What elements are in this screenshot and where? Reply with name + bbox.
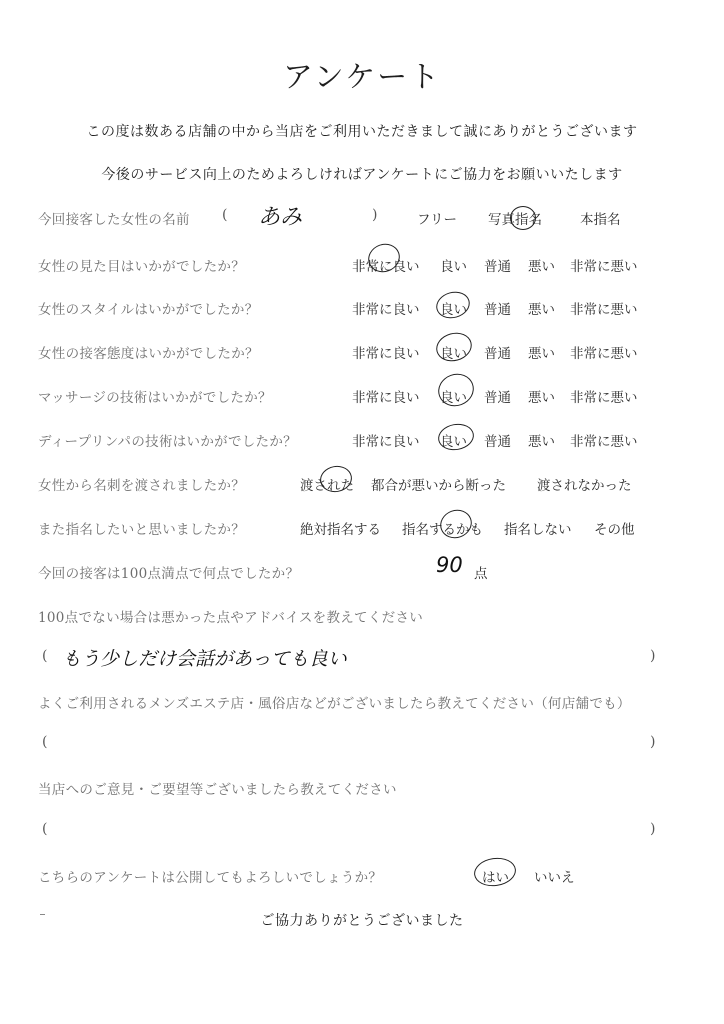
opinions-open-paren: ( xyxy=(42,821,48,837)
rating2-good: 良い xyxy=(440,302,467,318)
question-attitude: 女性の接客態度はいかがでしたか？ xyxy=(38,346,259,362)
question-business-card: 女性から名刺を渡されましたか？ xyxy=(38,478,245,494)
closing-message: ご協力ありがとうございました xyxy=(260,913,464,929)
rating3-very-bad: 非常に悪い xyxy=(570,346,638,362)
rating2-normal: 普通 xyxy=(484,302,511,318)
rating3-normal: 普通 xyxy=(484,346,511,362)
option-free: フリー xyxy=(417,212,457,228)
rating5-very-bad: 非常に悪い xyxy=(570,434,638,450)
question-style: 女性のスタイルはいかがでしたか？ xyxy=(38,302,259,318)
score-unit: 点 xyxy=(474,566,488,582)
rating4-normal: 普通 xyxy=(484,390,511,406)
question-publish: こちらのアンケートは公開してもよろしいでしょうか？ xyxy=(38,870,383,886)
selected-circle-yes xyxy=(472,855,517,889)
name-close-paren: ) xyxy=(372,207,378,223)
rating4-very-bad: 非常に悪い xyxy=(570,390,638,406)
question-score: 今回の接客は100点満点で何点でしたか？ xyxy=(38,566,300,582)
question-lymph-skill: ディープリンパの技術はいかがでしたか？ xyxy=(38,434,297,450)
handwritten-advice: もう少しだけ会話があっても良い xyxy=(62,648,347,670)
option-card-not-given: 渡されなかった xyxy=(537,478,632,494)
opinions-close-paren: ) xyxy=(650,821,656,837)
rating5-good: 良い xyxy=(440,434,467,450)
rating2-very-bad: 非常に悪い xyxy=(570,302,638,318)
option-photo-nomination: 写真指名 xyxy=(488,212,542,228)
rating3-bad: 悪い xyxy=(528,346,555,362)
rating5-very-good: 非常に良い xyxy=(352,434,420,450)
option-no: いいえ xyxy=(534,870,575,886)
rating2-very-good: 非常に良い xyxy=(352,302,420,318)
option-yes: はい xyxy=(482,870,509,886)
rating1-bad: 悪い xyxy=(528,259,555,275)
rating1-very-bad: 非常に悪い xyxy=(570,259,638,275)
selected-circle-photo-nomination xyxy=(510,206,536,230)
survey-title: アンケート xyxy=(282,60,442,95)
rating4-bad: 悪い xyxy=(528,390,555,406)
intro-line-1: この度は数ある店舗の中から当店をご利用いただきまして誠にありがとうございます xyxy=(86,124,638,140)
rating1-normal: 普通 xyxy=(484,259,511,275)
question-renominate: また指名したいと思いましたか？ xyxy=(38,522,245,538)
question-appearance: 女性の見た目はいかがでしたか？ xyxy=(38,259,245,275)
rating3-good: 良い xyxy=(440,346,467,362)
name-open-paren: ( xyxy=(222,207,228,223)
rating1-good: 良い xyxy=(440,259,467,275)
question-massage-skill: マッサージの技術はいかがでしたか？ xyxy=(38,390,272,406)
question-advice: 100点でない場合は悪かった点やアドバイスを教えてください xyxy=(38,610,424,626)
rating4-good: 良い xyxy=(440,390,467,406)
handwritten-staff-name: あみ xyxy=(258,205,303,230)
rating5-normal: 普通 xyxy=(484,434,511,450)
option-maybe-nominate: 指名するかも xyxy=(402,522,483,538)
option-card-given: 渡された xyxy=(300,478,354,494)
handwritten-score: 90 xyxy=(436,553,463,577)
other-shops-close-paren: ) xyxy=(650,734,656,750)
option-definitely-nominate: 絶対指名する xyxy=(300,522,381,538)
other-shops-open-paren: ( xyxy=(42,734,48,750)
rating1-very-good: 非常に良い xyxy=(352,259,420,275)
rating5-bad: 悪い xyxy=(528,434,555,450)
intro-line-2: 今後のサービス向上のためよろしければアンケートにご協力をお願いいたします xyxy=(101,167,623,183)
question-opinions: 当店へのご意見・ご要望等ございましたら教えてください xyxy=(38,782,397,798)
option-other: その他 xyxy=(594,522,635,538)
option-card-declined: 都合が悪いから断った xyxy=(371,478,506,494)
option-main-nomination: 本指名 xyxy=(580,212,621,228)
advice-close-paren: ) xyxy=(650,648,656,664)
question-staff-name: 今回接客した女性の名前 xyxy=(38,212,190,228)
rating3-very-good: 非常に良い xyxy=(352,346,420,362)
rating4-very-good: 非常に良い xyxy=(352,390,420,406)
advice-open-paren: ( xyxy=(42,648,48,664)
option-not-nominate: 指名しない xyxy=(504,522,572,538)
rating2-bad: 悪い xyxy=(528,302,555,318)
question-other-shops: よくご利用されるメンズエステ店・風俗店などがございましたら教えてください（何店舗でも） xyxy=(38,696,631,712)
